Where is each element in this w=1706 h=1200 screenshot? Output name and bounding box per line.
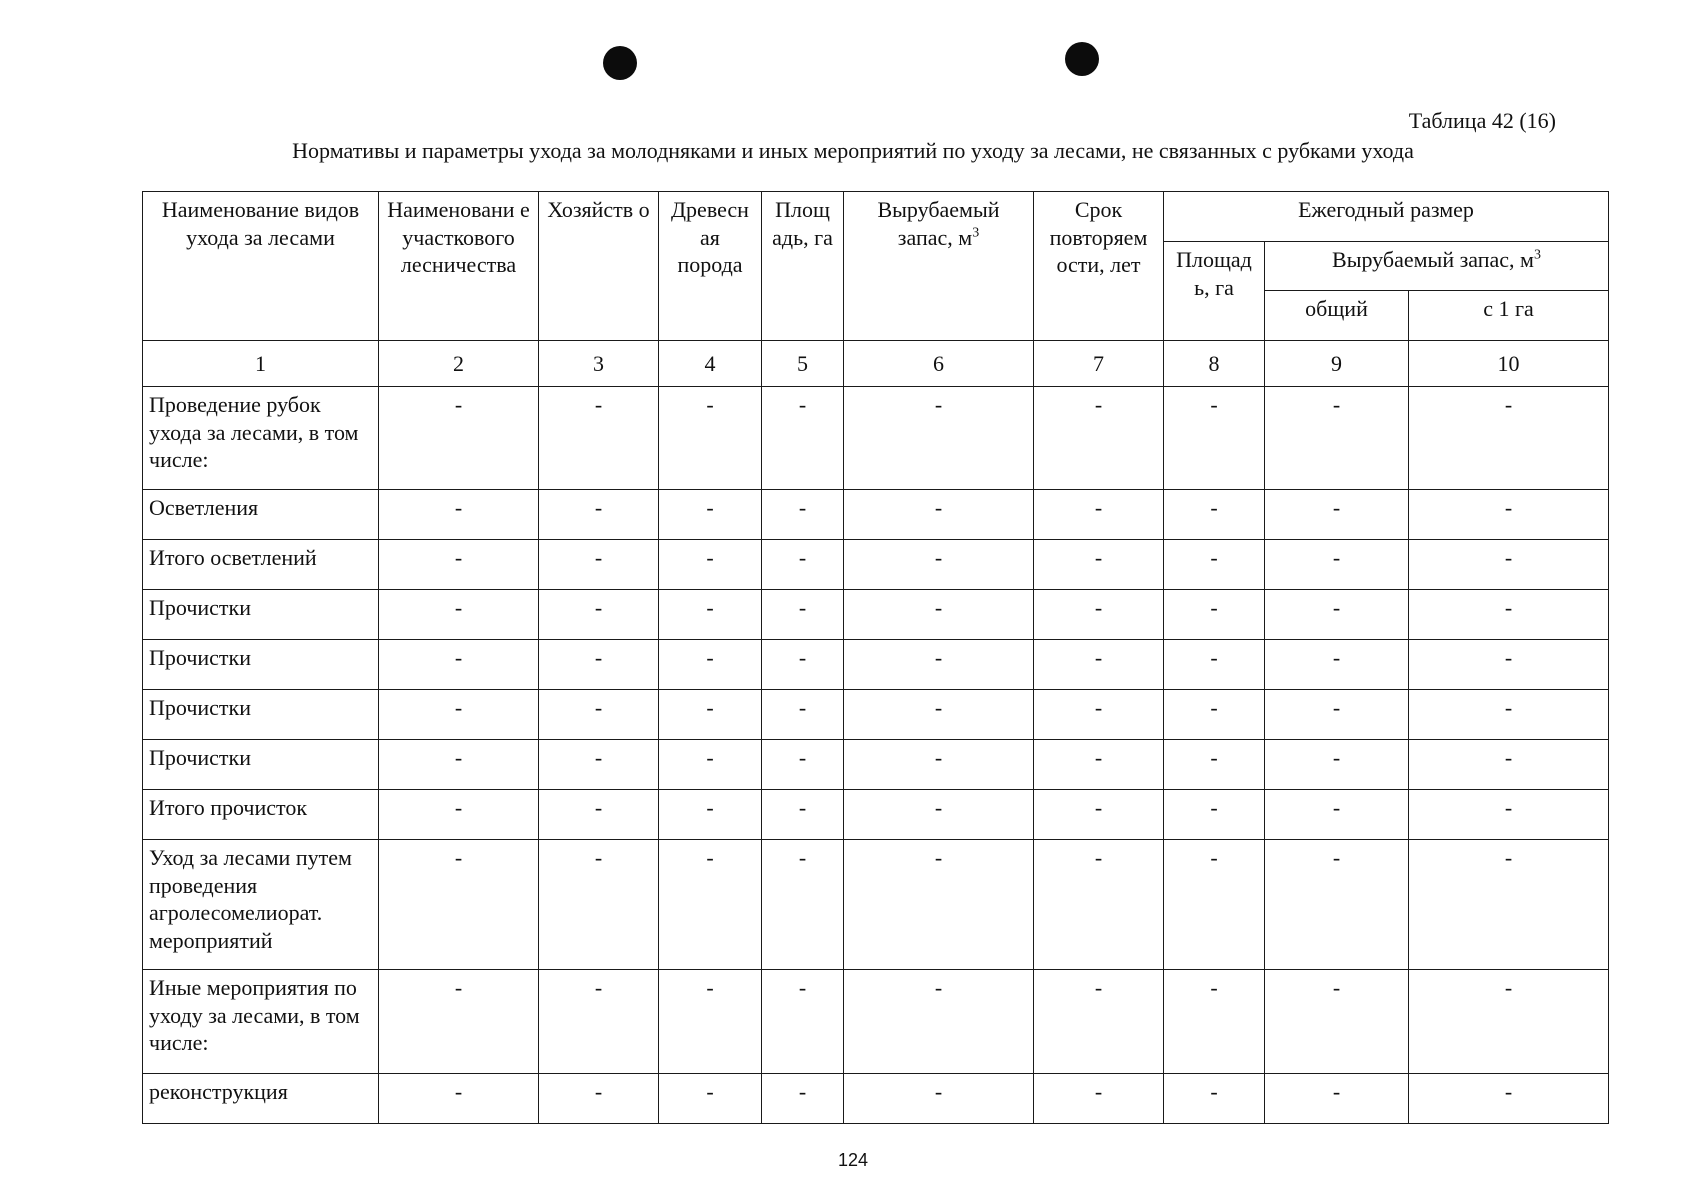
table-cell: -: [1164, 387, 1265, 490]
punch-hole-left: [603, 46, 637, 80]
header-col-1: Наименование видов ухода за лесами: [143, 192, 379, 341]
row-name: Проведение рубок ухода за лесами, в том числе:: [143, 387, 379, 490]
column-number: 1: [143, 341, 379, 387]
table-row: [143, 740, 1609, 790]
table-cell: -: [1164, 790, 1265, 840]
table-cell: -: [659, 840, 762, 970]
norms-table: [142, 191, 1609, 1124]
table-cell: -: [1409, 387, 1609, 490]
header-harvest-stock: Вырубаемый запас, $м^3$: [1265, 242, 1609, 291]
table-cell: -: [1409, 490, 1609, 540]
table-cell: -: [539, 1074, 659, 1124]
table-cell: -: [1034, 540, 1164, 590]
table-cell: -: [1164, 490, 1265, 540]
table-row: [143, 840, 1609, 970]
table-cell: -: [1164, 540, 1265, 590]
table-cell: -: [1164, 740, 1265, 790]
table-row: [143, 1074, 1609, 1124]
table-cell: -: [659, 540, 762, 590]
table-row: [143, 790, 1609, 840]
row-name: Уход за лесами путем проведения агролесомелиорат. мероприятий: [143, 840, 379, 970]
column-number: 7: [1034, 341, 1164, 387]
table-cell: -: [539, 970, 659, 1074]
table-cell: -: [1409, 970, 1609, 1074]
table-row: [143, 540, 1609, 590]
table-cell: -: [1034, 1074, 1164, 1124]
table-cell: -: [659, 790, 762, 840]
column-numbers-row: [143, 341, 1609, 387]
table-cell: -: [762, 790, 844, 840]
table-cell: -: [539, 590, 659, 640]
table-cell: -: [1265, 387, 1409, 490]
table-cell: -: [539, 740, 659, 790]
header-col-3: Хозяйств о: [539, 192, 659, 341]
table-cell: -: [1409, 690, 1609, 740]
table-cell: -: [379, 540, 539, 590]
table-cell: -: [1409, 590, 1609, 640]
header-col-10: с 1 га: [1409, 291, 1609, 341]
column-number: 4: [659, 341, 762, 387]
table-cell: -: [844, 387, 1034, 490]
column-number: 8: [1164, 341, 1265, 387]
column-number: 6: [844, 341, 1034, 387]
row-name: Иные мероприятия по уходу за лесами, в том числе:: [143, 970, 379, 1074]
table-cell: -: [844, 490, 1034, 540]
table-cell: -: [1265, 640, 1409, 690]
table-cell: -: [379, 387, 539, 490]
table-cell: -: [539, 540, 659, 590]
row-name: Итого осветлений: [143, 540, 379, 590]
document-title: Нормативы и параметры ухода за молодняками и иных мероприятий по уходу за лесами, не связанных с рубками ухода: [292, 138, 1414, 163]
table-cell: -: [539, 387, 659, 490]
table-cell: -: [379, 790, 539, 840]
table-cell: -: [1409, 640, 1609, 690]
header-col-8: Площад ь, га: [1164, 242, 1265, 341]
table-cell: -: [1409, 740, 1609, 790]
table-cell: -: [844, 970, 1034, 1074]
table-cell: -: [762, 690, 844, 740]
table-cell: -: [1164, 690, 1265, 740]
table-row: [143, 590, 1609, 640]
row-name: Прочистки: [143, 590, 379, 640]
header-col-7: Срок повторяем ости, лет: [1034, 192, 1164, 341]
table-cell: -: [762, 840, 844, 970]
table-cell: -: [762, 740, 844, 790]
table-cell: -: [1409, 540, 1609, 590]
table-cell: -: [762, 970, 844, 1074]
table-cell: -: [539, 640, 659, 690]
table-cell: -: [1164, 640, 1265, 690]
table-cell: -: [379, 590, 539, 640]
table-cell: -: [844, 740, 1034, 790]
row-name: Прочистки: [143, 640, 379, 690]
table-cell: -: [762, 1074, 844, 1124]
header-col-5: Площ адь, га: [762, 192, 844, 341]
table-cell: -: [762, 490, 844, 540]
table-cell: -: [844, 1074, 1034, 1124]
table-cell: -: [1164, 1074, 1265, 1124]
table-cell: -: [1265, 540, 1409, 590]
table-cell: -: [1034, 740, 1164, 790]
table-number: Таблица 42 (16): [1408, 108, 1556, 133]
table-row: [143, 387, 1609, 490]
table-cell: -: [844, 590, 1034, 640]
table-cell: -: [844, 540, 1034, 590]
table-cell: -: [762, 387, 844, 490]
table-cell: -: [1265, 690, 1409, 740]
header-col-2: Наименовани е участкового лесничества: [379, 192, 539, 341]
row-name: Прочистки: [143, 740, 379, 790]
table-cell: -: [762, 640, 844, 690]
header-col-6: Вырубаемый запас, $м^3$: [844, 192, 1034, 341]
table-cell: -: [379, 1074, 539, 1124]
table-cell: -: [539, 490, 659, 540]
header-annual-size: Ежегодный размер: [1164, 192, 1609, 242]
table-cell: -: [1265, 840, 1409, 970]
table-cell: -: [379, 690, 539, 740]
table-cell: -: [379, 970, 539, 1074]
table-cell: -: [659, 640, 762, 690]
column-number: 10: [1409, 341, 1609, 387]
table-cell: -: [762, 540, 844, 590]
table-cell: -: [844, 790, 1034, 840]
table-cell: -: [1034, 387, 1164, 490]
table-cell: -: [539, 790, 659, 840]
table-cell: -: [1034, 790, 1164, 840]
header-col-9: общий: [1265, 291, 1409, 341]
table-cell: -: [379, 490, 539, 540]
table-cell: -: [1265, 790, 1409, 840]
header-col-4: Древесн ая порода: [659, 192, 762, 341]
table-cell: -: [844, 690, 1034, 740]
table-cell: -: [1409, 1074, 1609, 1124]
column-number: 9: [1265, 341, 1409, 387]
table-cell: -: [659, 740, 762, 790]
table-row: [143, 970, 1609, 1074]
table-cell: -: [379, 740, 539, 790]
table-row: [143, 490, 1609, 540]
table-cell: -: [379, 640, 539, 690]
row-name: Осветления: [143, 490, 379, 540]
table-cell: -: [659, 690, 762, 740]
table-row: [143, 640, 1609, 690]
table-cell: -: [659, 970, 762, 1074]
table-cell: -: [1164, 970, 1265, 1074]
table-cell: -: [1409, 840, 1609, 970]
table-cell: -: [1265, 490, 1409, 540]
column-number: 2: [379, 341, 539, 387]
table-cell: -: [379, 840, 539, 970]
table-cell: -: [1034, 590, 1164, 640]
page-number: 124: [837, 1150, 869, 1170]
table-cell: -: [1164, 590, 1265, 640]
table-cell: -: [1265, 1074, 1409, 1124]
table-cell: -: [1034, 490, 1164, 540]
table-cell: -: [1409, 790, 1609, 840]
table-cell: -: [1034, 970, 1164, 1074]
table-cell: -: [659, 590, 762, 640]
column-number: 5: [762, 341, 844, 387]
row-name: Прочистки: [143, 690, 379, 740]
column-number: 3: [539, 341, 659, 387]
row-name: Итого прочисток: [143, 790, 379, 840]
table-cell: -: [1164, 840, 1265, 970]
table-cell: -: [1034, 690, 1164, 740]
table-cell: -: [659, 1074, 762, 1124]
table-cell: -: [844, 640, 1034, 690]
table-cell: -: [539, 690, 659, 740]
table-cell: -: [659, 387, 762, 490]
table-cell: -: [762, 590, 844, 640]
table-cell: -: [1265, 590, 1409, 640]
table-cell: -: [844, 840, 1034, 970]
table-cell: -: [539, 840, 659, 970]
table-row: [143, 690, 1609, 740]
punch-hole-right: [1065, 42, 1099, 76]
table-cell: -: [1034, 640, 1164, 690]
table-cell: -: [659, 490, 762, 540]
table-cell: -: [1034, 840, 1164, 970]
table-cell: -: [1265, 740, 1409, 790]
table-cell: -: [1265, 970, 1409, 1074]
row-name: реконструкция: [143, 1074, 379, 1124]
